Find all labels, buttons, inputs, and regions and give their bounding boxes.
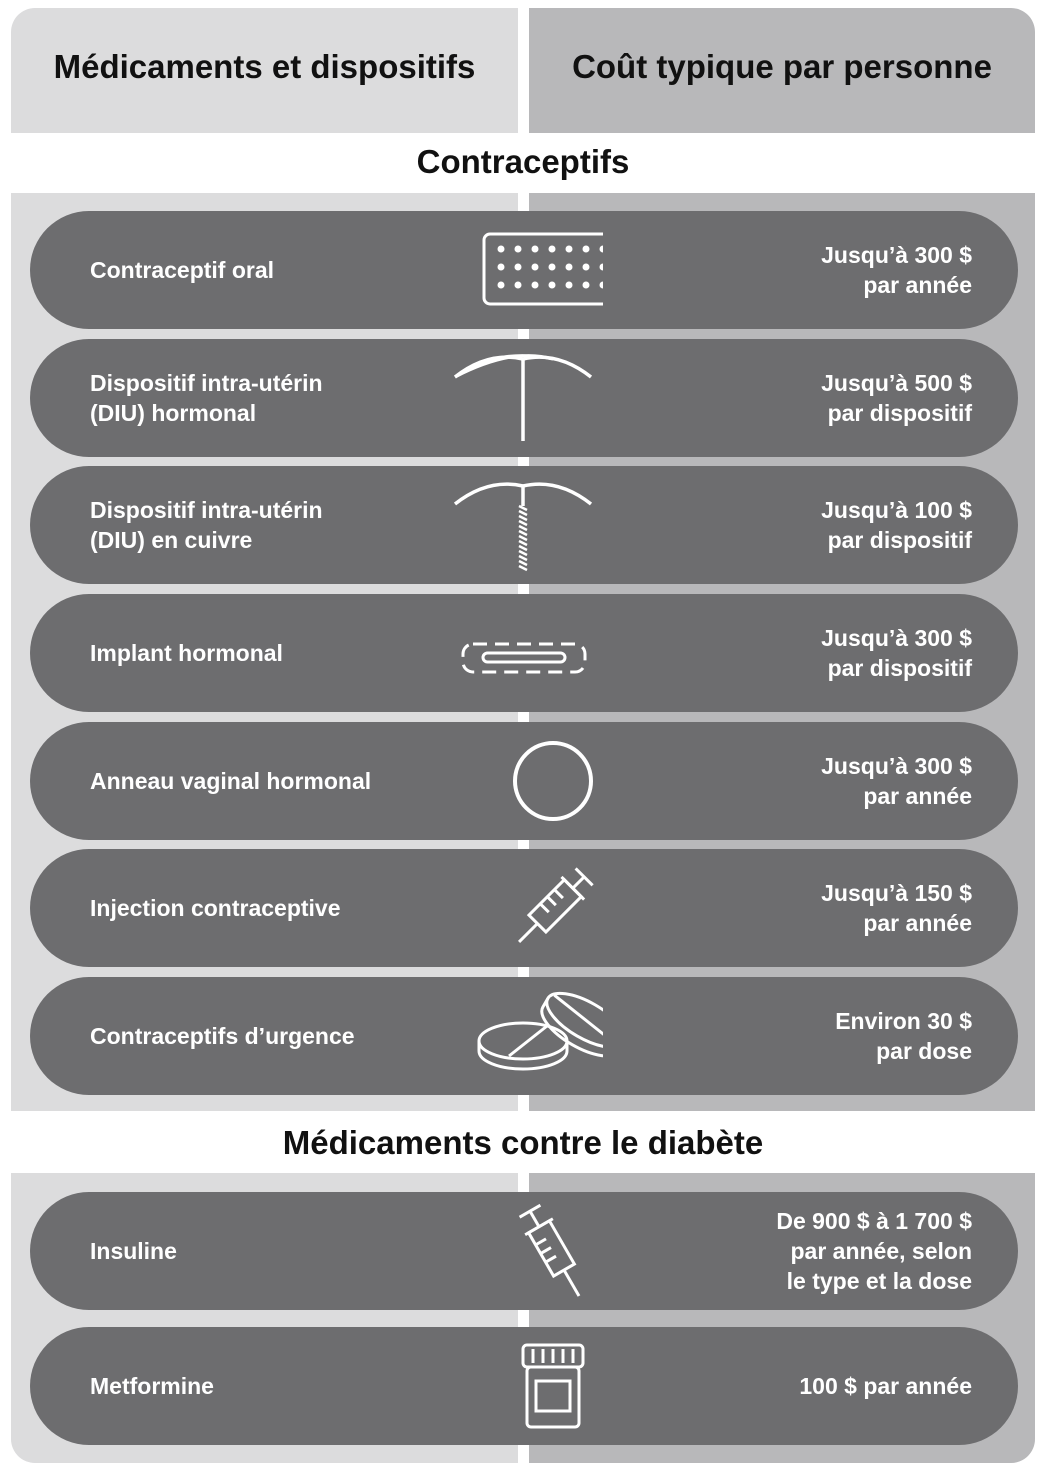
pill-dot	[515, 246, 522, 253]
coil-segment	[519, 561, 527, 565]
pill-dot	[498, 246, 505, 253]
coil-segment	[519, 526, 527, 530]
row-name	[90, 594, 283, 712]
pill-dot	[583, 282, 590, 289]
pill-dot	[566, 282, 573, 289]
row-name-line: Metformine	[90, 1373, 214, 1399]
row-cost-line: Jusqu’à 300 $	[821, 242, 972, 268]
pill-dot	[600, 264, 604, 271]
row-insuline	[30, 1192, 1018, 1310]
row-cost	[821, 722, 972, 840]
coil-segment	[519, 566, 527, 570]
row-name	[90, 977, 355, 1095]
pill-dot	[600, 246, 604, 253]
row-implant-hormonal	[30, 594, 1018, 712]
row-cost	[821, 466, 972, 584]
pill-dot	[532, 282, 539, 289]
row-name	[90, 1192, 177, 1310]
row-name-line: (DIU) hormonal	[90, 400, 257, 426]
row-name	[90, 1327, 214, 1445]
copper-iud-icon	[443, 466, 603, 584]
pill-dot	[515, 282, 522, 289]
row-anneau-vaginal	[30, 722, 1018, 840]
pill-dot	[549, 264, 556, 271]
pill-pack-icon	[443, 211, 603, 329]
pill-dot	[498, 282, 505, 289]
coil-segment	[519, 546, 527, 550]
row-contraceptifs-urgence	[30, 977, 1018, 1095]
row-cost-line: par dispositif	[827, 527, 972, 553]
coil-segment	[519, 551, 527, 555]
row-cost-line: Environ 30 $	[835, 1008, 972, 1034]
row-cost-line: Jusqu’à 150 $	[821, 880, 972, 906]
row-name-line: Contraceptifs d’urgence	[90, 1023, 355, 1049]
row-cost	[821, 849, 972, 967]
pill-dot	[566, 246, 573, 253]
section-title-diabete: Médicaments contre le diabète	[282, 1124, 764, 1161]
section-title-contraceptifs: Contraceptifs	[416, 143, 630, 180]
row-cost	[821, 594, 972, 712]
row-contraceptif-oral	[30, 211, 1018, 329]
row-cost	[799, 1327, 972, 1445]
pill-dot	[549, 246, 556, 253]
row-name	[90, 339, 323, 457]
row-name-line: Dispositif intra-utérin	[90, 497, 323, 523]
row-cost	[776, 1192, 972, 1310]
row-name-line: Anneau vaginal hormonal	[90, 768, 372, 794]
emergency-pills-icon	[443, 977, 603, 1095]
row-name-line: Implant hormonal	[90, 640, 283, 666]
row-cost	[835, 977, 972, 1095]
row-cost-line: Jusqu’à 500 $	[821, 370, 972, 396]
pill-dot	[566, 264, 573, 271]
row-diu-hormonal	[30, 339, 1018, 457]
row-cost-line: Jusqu’à 300 $	[821, 753, 972, 779]
pill-dot	[583, 264, 590, 271]
row-cost-line: par année	[863, 783, 972, 809]
row-cost-line: par dose	[876, 1038, 972, 1064]
coil-segment	[519, 531, 527, 535]
insulin-syringe-icon	[443, 1192, 603, 1310]
coil-segment	[519, 541, 527, 545]
coil-segment	[519, 516, 527, 520]
row-name-line: Dispositif intra-utérin	[90, 370, 323, 396]
coil-segment	[519, 506, 527, 510]
pill-dot	[532, 264, 539, 271]
row-cost-line: par année, selon	[790, 1238, 972, 1264]
row-cost-line: 100 $ par année	[799, 1373, 972, 1399]
coil-segment	[519, 556, 527, 560]
row-cost-line: par dispositif	[827, 400, 972, 426]
row-cost-line: par année	[863, 910, 972, 936]
row-metformine	[30, 1327, 1018, 1445]
pill-dot	[515, 264, 522, 271]
row-diu-cuivre	[30, 466, 1018, 584]
pill-dot	[549, 282, 556, 289]
row-cost-line: Jusqu’à 300 $	[821, 625, 972, 651]
row-cost-line: Jusqu’à 100 $	[821, 497, 972, 523]
row-name	[90, 466, 323, 584]
ring-icon	[443, 722, 603, 840]
row-name	[90, 211, 274, 329]
row-cost	[821, 211, 972, 329]
syringe-icon	[443, 849, 603, 967]
row-cost-line: par année	[863, 272, 972, 298]
row-cost	[821, 339, 972, 457]
hormonal-iud-icon	[443, 339, 603, 457]
row-cost-line: le type et la dose	[786, 1268, 972, 1294]
coil-segment	[519, 536, 527, 540]
pill-dot	[583, 246, 590, 253]
row-cost-line: par dispositif	[827, 655, 972, 681]
pill-dot	[600, 282, 604, 289]
row-name	[90, 849, 341, 967]
row-name-line: Injection contraceptive	[90, 895, 341, 921]
row-name-line: Contraceptif oral	[90, 257, 275, 283]
row-name	[90, 722, 371, 840]
pill-dot	[498, 264, 505, 271]
pill-bottle-icon	[443, 1327, 603, 1445]
header-right-title: Coût typique par personne	[572, 47, 992, 85]
row-cost-line: De 900 $ à 1 700 $	[776, 1208, 972, 1234]
pill-dot	[532, 246, 539, 253]
implant-icon	[443, 594, 603, 712]
row-name-line: (DIU) en cuivre	[90, 527, 253, 553]
row-injection	[30, 849, 1018, 967]
coil-segment	[519, 511, 527, 515]
row-name-line: Insuline	[90, 1238, 177, 1264]
header-left-title: Médicaments et dispositifs	[53, 47, 476, 85]
coil-segment	[519, 521, 527, 525]
